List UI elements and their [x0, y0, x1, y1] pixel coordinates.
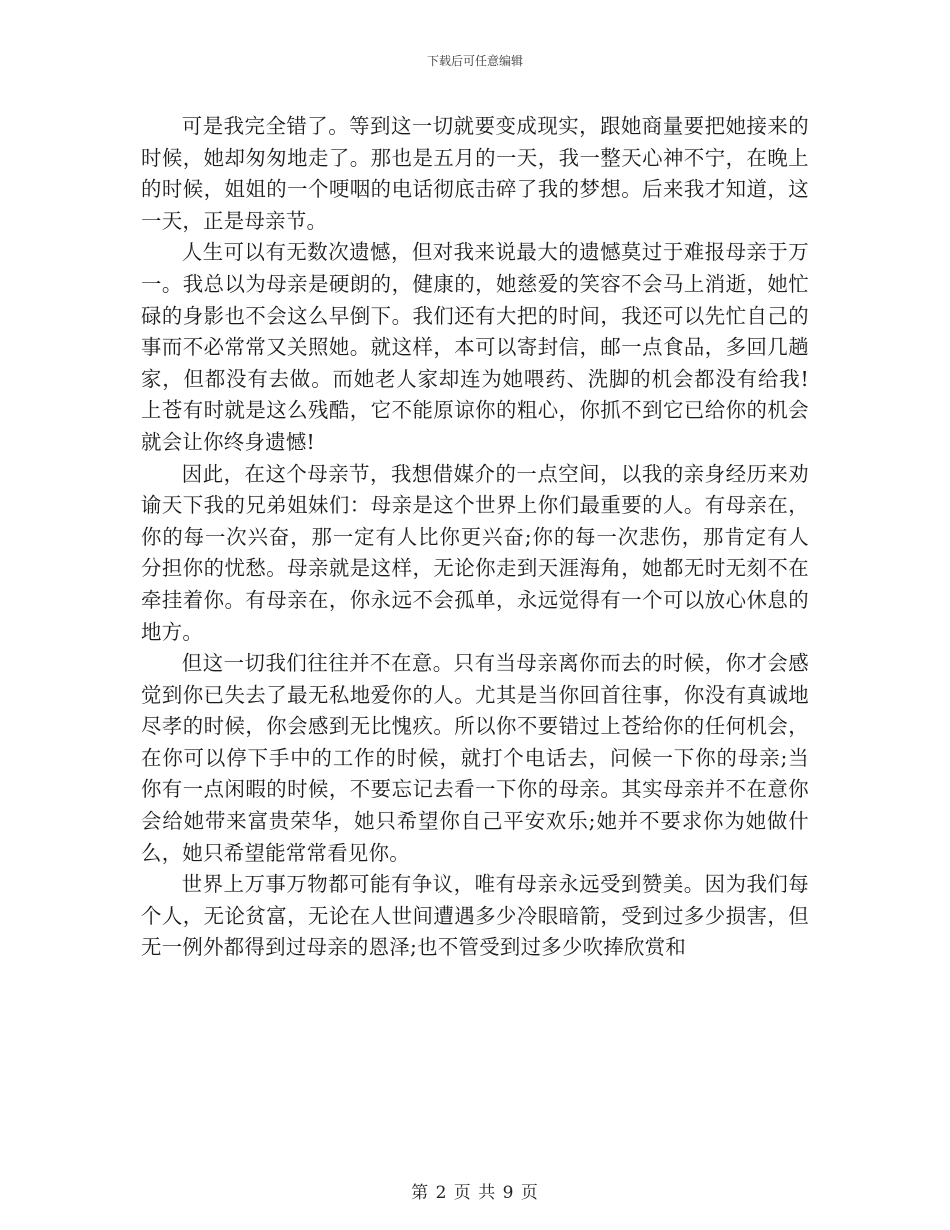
- page-header: 下载后可任意编辑: [426, 54, 523, 68]
- paragraph-3: 因此，在这个母亲节，我想借媒介的一点空间，以我的亲身经历来劝谕天下我的兄弟姐妹们：母亲是这个世界上你们最重要的人。有母亲在，你的每一次兴奋，那一定有人比你更兴奋;你的每一次悲伤，那肯定有人分担你的忧愁。母亲就是这样，无论你走到天涯海角，她都无时无刻不在牵挂着你。有母亲在，你永远不会孤单，永远觉得有一个可以放心休息的地方。: [141, 461, 809, 644]
- paragraph-1: 可是我完全错了。等到这一切就要变成现实，跟她商量要把她接来的时候，她却匆匆地走了。那也是五月的一天，我一整天心神不宁，在晚上的时候，姐姐的一个哽咽的电话彻底击碎了我的梦想。后来我才知道，这一天，正是母亲节。: [141, 114, 809, 233]
- paragraph-4: 但这一切我们往往并不在意。只有当母亲离你而去的时候，你才会感觉到你已失去了最无私地爱你的人。尤其是当你回首往事，你没有真诚地尽孝的时候，你会感到无比愧疚。所以你不要错过上苍给你的任何机会，在你可以停下手中的工作的时候，就打个电话去，问候一下你的母亲;当你有一点闲暇的时候，不要忘记去看一下你的母亲。其实母亲并不在意你会给她带来富贵荣华，她只希望你自己平安欢乐;她并不要求你为她做什么，她只希望能常常看见你。: [141, 651, 809, 865]
- page-number-footer: 第 2 页 共 9 页: [411, 1183, 539, 1203]
- document-body: [141, 111, 809, 964]
- paragraph-5: 世界上万事万物都可能有争议，唯有母亲永远受到赞美。因为我们每个人，无论贫富，无论在人世间遭遇多少冷眼暗箭，受到过多少损害，但无一例外都得到过母亲的恩泽;也不管受到过多少吹捧欣赏和: [141, 872, 809, 960]
- paragraph-2: 人生可以有无数次遗憾，但对我来说最大的遗憾莫过于难报母亲于万一。我总以为母亲是硬朗的，健康的，她慈爱的笑容不会马上消逝，她忙碌的身影也不会这么早倒下。我们还有大把的时间，我还可以先忙自己的事而不必常常又关照她。就这样，本可以寄封信，邮一点食品，多回几趟家，但都没有去做。而她老人家却连为她喂药、洗脚的机会都没有给我!上苍有时就是这么残酷，它不能原谅你的粗心，你抓不到它已给你的机会就会让你终身遗憾!: [141, 240, 809, 454]
